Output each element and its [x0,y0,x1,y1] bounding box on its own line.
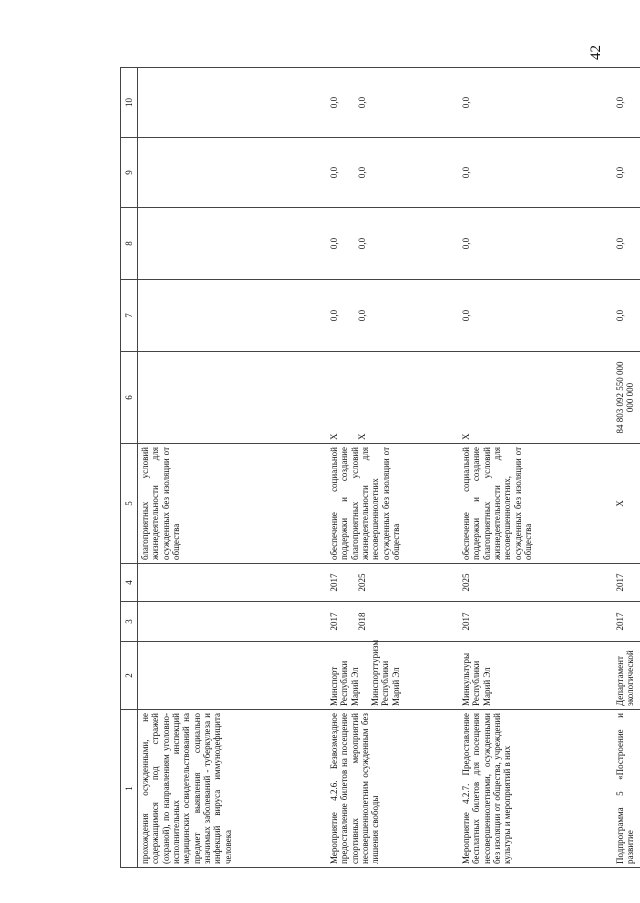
column-number-row [121,68,138,868]
value-col7: 0,0 [449,280,603,352]
start-year-a: 2017 [329,612,339,631]
measure-description: Подпрограмма 5 «Построение и развитие [603,710,640,868]
value-col8 [317,208,449,280]
value-col9: 0,0 [603,138,640,208]
responsible-executor: Департамент экологической [603,642,640,710]
value-col9: 0,0 [449,138,603,208]
column-header: 10 [121,68,138,138]
budget-code: Х [449,352,603,444]
value-col8: 0,0 [449,208,603,280]
page-number: 42 [588,45,604,60]
value-col7 [138,280,318,352]
end-year: 2025 [449,564,603,602]
column-header: 1 [121,710,138,868]
expected-result: обеспечение социальной поддержки и создание благоприятных условий жизнедеятельности для несовершеннолетних, осужденных без изоляции от общества [449,444,603,564]
executor-primary: Минспорт Республики Марий Эл [329,660,360,706]
start-year: 2017 [603,602,640,642]
value-col9 [138,138,318,208]
start-year-b: 2018 [357,612,368,631]
column-header: 7 [121,280,138,352]
end-year [138,564,318,602]
value-a: 0,0 [329,166,339,179]
end-year-b: 2025 [357,573,368,592]
column-header: 2 [121,642,138,710]
column-header: 8 [121,208,138,280]
value-col8: 0,0 [603,208,640,280]
value-b: 0,0 [357,166,368,179]
measure-description: Мероприятие 4.2.7. Предоставление бесплатных билетов для посещения несовершеннолетними, осужденными без изоляции от общества, учреждений культуры и мероприятий в них [449,710,603,868]
budget-code: 84 803 092 550 000 000 000 [603,352,640,444]
value-b: 0,0 [357,237,368,250]
start-year: 2017 [449,602,603,642]
expected-result: благоприятных условий жизнедеятельности для осужденных без изоляции от общества [138,444,318,564]
measures-table [120,67,640,868]
value-b: 0,0 [357,96,368,109]
table-row [138,68,318,868]
value-a: 0,0 [329,309,339,322]
value-b: 0,0 [357,309,368,322]
rotated-table-container [120,68,640,868]
value-col7: 0,0 [603,280,640,352]
budget-code-a: Х [329,433,339,440]
responsible-executor [317,639,449,710]
expected-result: Х [603,444,640,564]
column-header: 3 [121,602,138,642]
measure-description: прохождения осужденными, не содержащимися под стражей (охраной), по направлениям уголовно-исполнительных инспекций медицинских освидетельствований на предмет выявления социально значимых заболеваний - туберкулеза и инфекций вируса иммунодефицита человека [138,710,318,868]
value-col8 [138,208,318,280]
measure-description: Мероприятие 4.2.6. Безвозмездное предоставление билетов на посещение спортивных мероприятий несовершеннолетним осужденным без лишения свободы [317,710,449,868]
expected-result: обеспечение социальной поддержки и создание благоприятных условий жизнедеятельности для несовершеннолетних осужденных без изоляции от общества [317,444,449,564]
table-row [449,68,603,868]
value-col7 [317,280,449,352]
end-year-a: 2017 [329,573,339,592]
column-header: 4 [121,564,138,602]
value-col10: 0,0 [449,68,603,138]
value-col10 [317,68,449,138]
column-header: 5 [121,444,138,564]
column-header: 6 [121,352,138,444]
end-year: 2017 [603,564,640,602]
value-col9 [317,138,449,208]
budget-code [138,352,318,444]
responsible-executor: Минкультуры Республики Марий Эл [449,642,603,710]
value-col10: 0,0 [603,68,640,138]
end-year [317,564,449,602]
start-year [317,602,449,642]
budget-code-b: Х [357,433,368,440]
start-year [138,602,318,642]
value-a: 0,0 [329,96,339,109]
value-a: 0,0 [329,237,339,250]
budget-code [317,352,449,444]
column-header: 9 [121,138,138,208]
responsible-executor [138,642,318,710]
table-row [317,68,449,868]
value-col10 [138,68,318,138]
table-row [603,68,640,868]
executor-secondary: Минспорттуризм Республики Марий Эл [370,639,401,706]
